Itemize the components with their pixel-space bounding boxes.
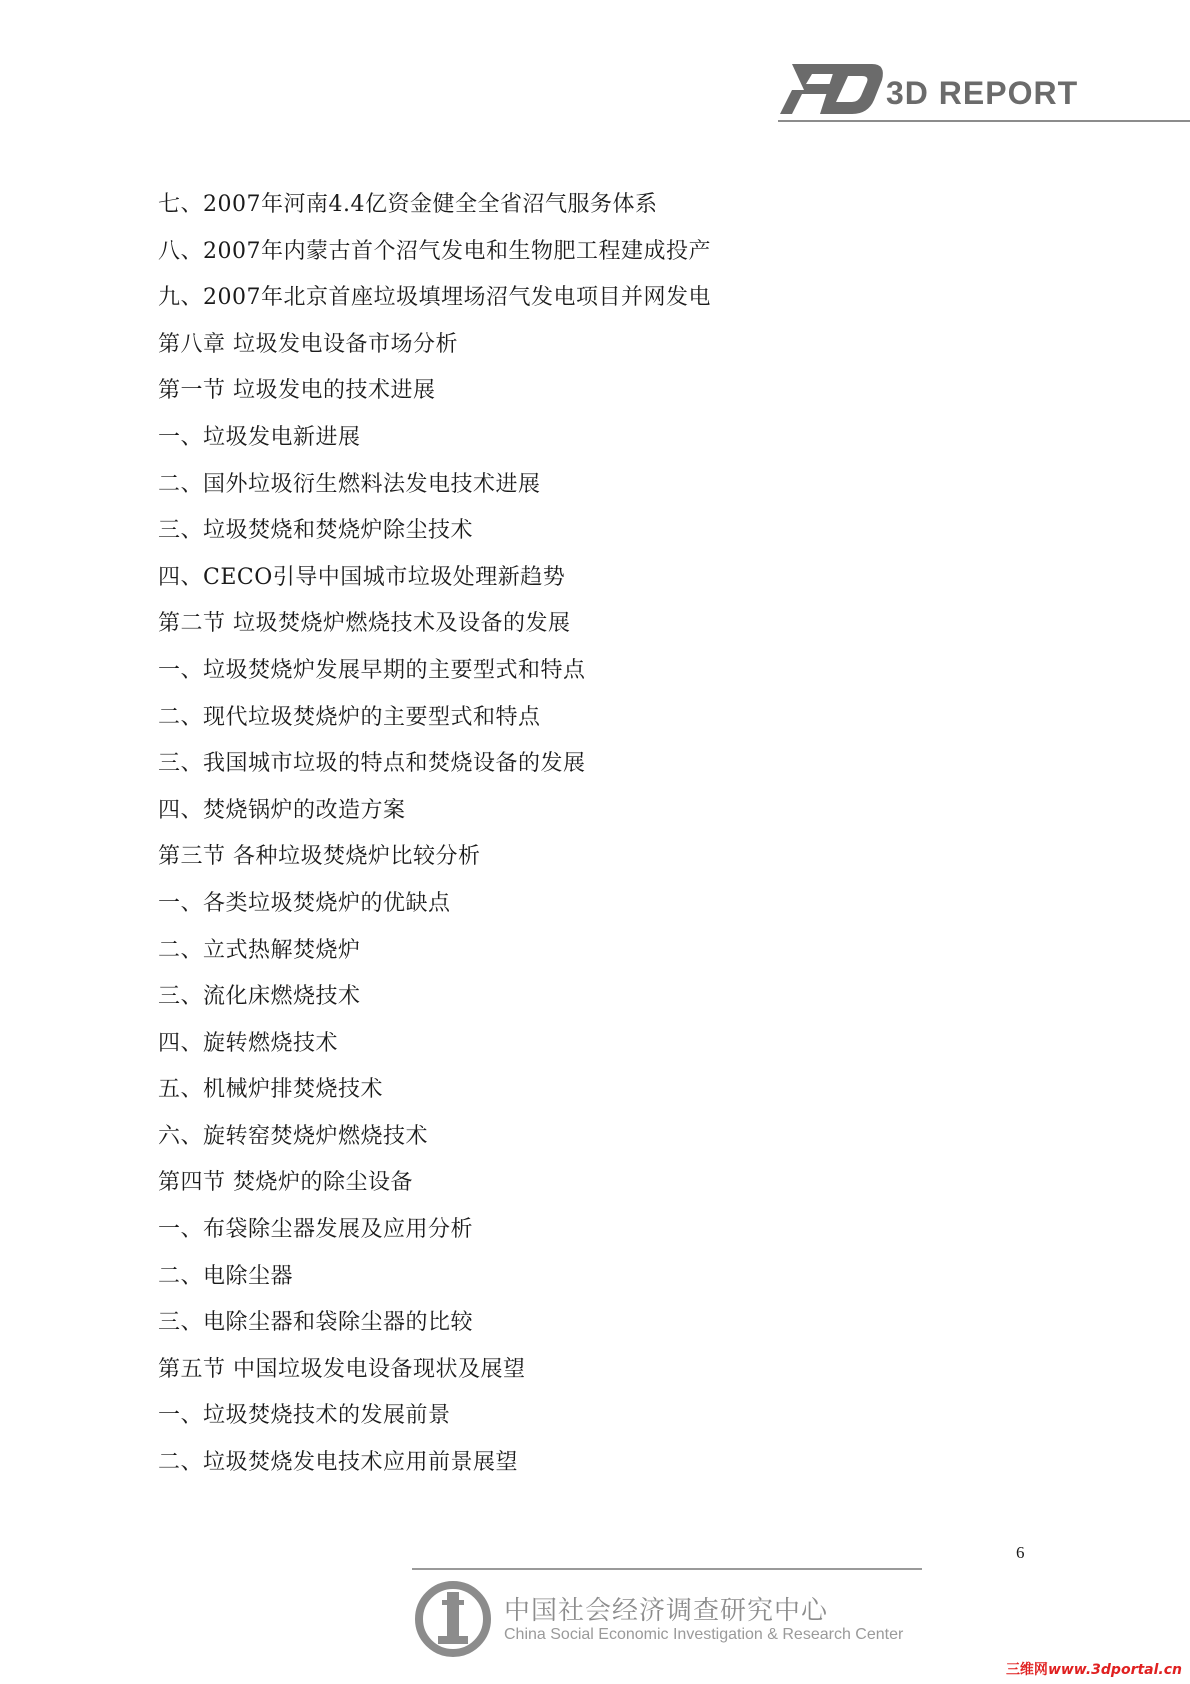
toc-item: 一、垃圾发电新进展	[158, 424, 361, 450]
site-watermark	[1006, 1660, 1182, 1680]
toc-item: 一、各类垃圾焚烧炉的优缺点	[158, 890, 451, 916]
toc-item: 二、电除尘器	[158, 1263, 294, 1289]
report-logo	[778, 58, 1079, 116]
footer-rule	[412, 1568, 922, 1570]
toc-item: 四、焚烧锅炉的改造方案	[158, 797, 406, 823]
watermark-cn: 三维网	[1005, 1662, 1048, 1678]
toc-section-heading: 第五节 中国垃圾发电设备现状及展望	[158, 1356, 526, 1382]
toc-list	[158, 182, 711, 1487]
toc-item: 五、机械炉排焚烧技术	[158, 1077, 384, 1103]
toc-item: 四、旋转燃烧技术	[158, 1030, 339, 1056]
report-wordmark: 3D REPORT	[886, 75, 1079, 111]
toc-item: 一、垃圾焚烧炉发展早期的主要型式和特点	[158, 657, 586, 683]
toc-item: 一、布袋除尘器发展及应用分析	[158, 1217, 474, 1243]
toc-item: 四、CECO引导中国城市垃圾处理新趋势	[158, 564, 566, 590]
toc-chapter-heading: 第八章 垃圾发电设备市场分析	[158, 331, 458, 357]
org-emblem-icon	[412, 1578, 494, 1660]
toc-item: 六、旋转窑焚烧炉燃烧技术	[158, 1123, 429, 1149]
watermark-url: www.3dportal.cn	[1047, 1662, 1182, 1678]
toc-item: 三、垃圾焚烧和焚烧炉除尘技术	[158, 518, 474, 544]
toc-item: 三、我国城市垃圾的特点和焚烧设备的发展	[158, 751, 586, 777]
toc-section-heading: 第二节 垃圾焚烧炉燃烧技术及设备的发展	[158, 611, 571, 637]
toc-item: 二、立式热解焚烧炉	[158, 937, 361, 963]
toc-item: 八、2007年内蒙古首个沼气发电和生物肥工程建成投产	[158, 238, 711, 264]
toc-item: 一、垃圾焚烧技术的发展前景	[158, 1403, 451, 1429]
toc-section-heading: 第四节 焚烧炉的除尘设备	[158, 1170, 413, 1196]
page-number: 6	[1016, 1543, 1025, 1562]
toc-item: 三、流化床燃烧技术	[158, 984, 361, 1010]
org-name-en: China Social Economic Investigation & Research Center	[504, 1626, 904, 1643]
org-name-cn: 中国社会经济调查研究中心	[504, 1596, 829, 1626]
toc-section-heading: 第一节 垃圾发电的技术进展	[158, 378, 436, 404]
toc-item: 九、2007年北京首座垃圾填埋场沼气发电项目并网发电	[158, 285, 711, 311]
toc-item: 二、垃圾焚烧发电技术应用前景展望	[158, 1450, 519, 1476]
toc-item: 七、2007年河南4.4亿资金健全全省沼气服务体系	[158, 192, 658, 217]
toc-item: 三、电除尘器和袋除尘器的比较	[158, 1310, 474, 1336]
header-rule	[778, 120, 1190, 122]
toc-section-heading: 第三节 各种垃圾焚烧炉比较分析	[158, 844, 481, 870]
toc-item: 二、现代垃圾焚烧炉的主要型式和特点	[158, 704, 541, 730]
toc-item: 二、国外垃圾衍生燃料法发电技术进展	[158, 471, 541, 497]
3d-logo-mark	[780, 64, 883, 114]
